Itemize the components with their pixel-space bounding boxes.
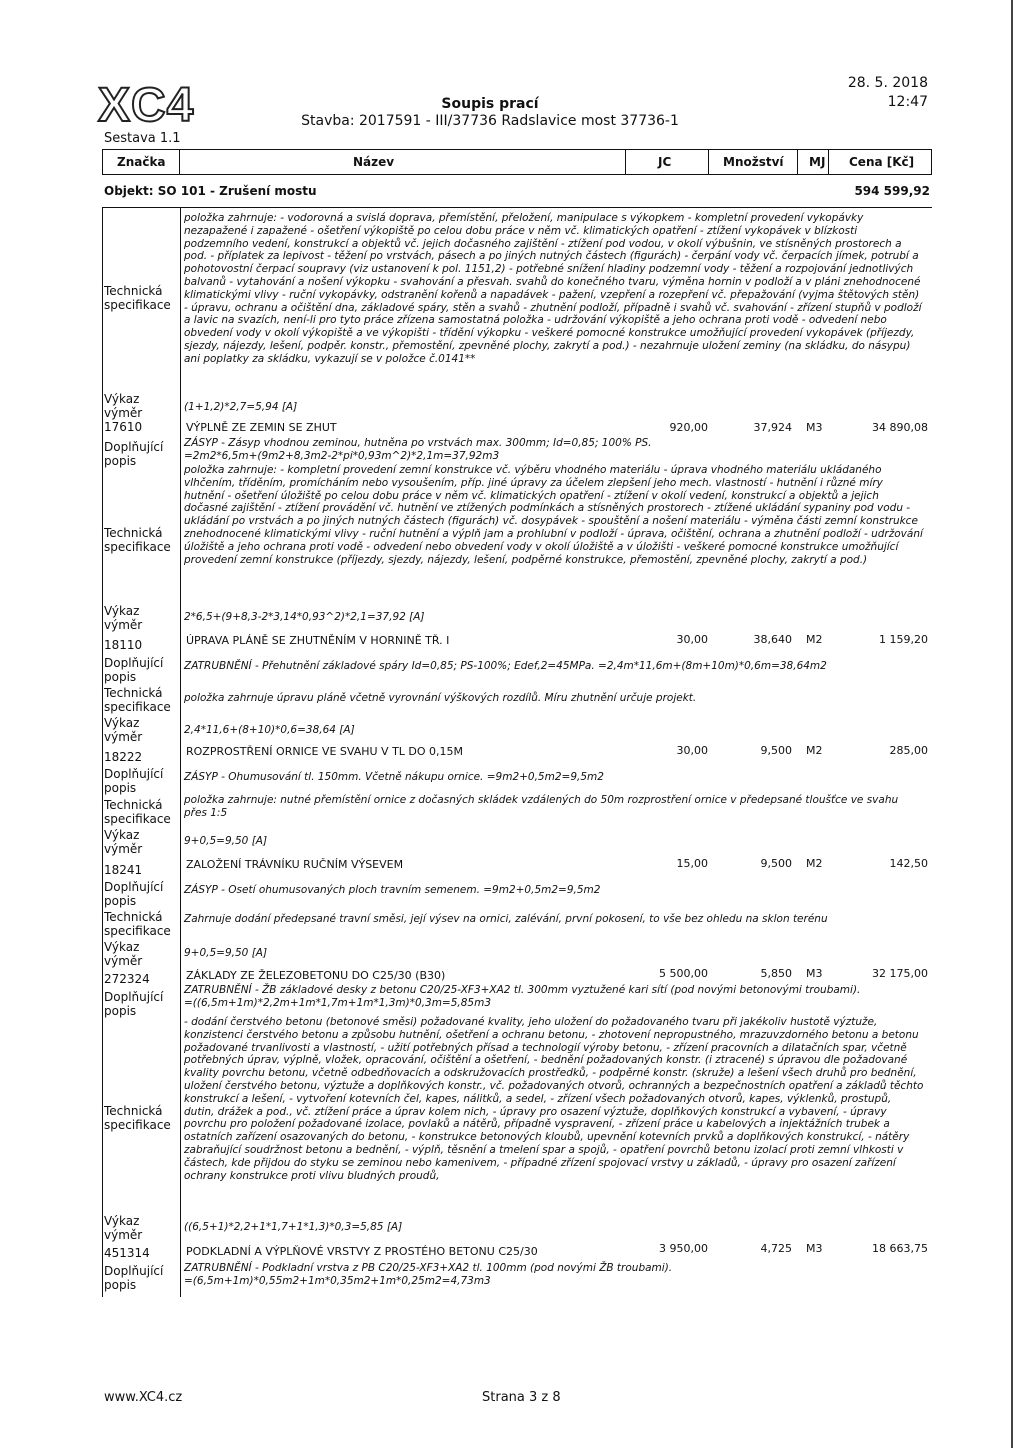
print-date: 28. 5. 2018 (847, 75, 928, 91)
tech-spec-label: Technická specifikace (104, 526, 171, 554)
item-quantity: 15,00 (676, 857, 708, 870)
footer-website: www.XC4.cz (104, 1390, 183, 1405)
item-total: 34 890,08 (872, 421, 928, 434)
vykaz-text: (1+1,2)*2,7=5,94 [A] (184, 401, 298, 413)
vykaz-text: 9+0,5=9,50 [A] (184, 947, 268, 959)
item-unit: M3 (806, 967, 823, 980)
item-code: 18110 (104, 638, 143, 652)
vykaz-text: 9+0,5=9,50 [A] (184, 835, 268, 847)
dopl-label: Doplňující popis (104, 767, 164, 795)
item-unit-price: 9,500 (760, 744, 792, 757)
item-code: 272324 (104, 972, 150, 986)
col-divider (625, 150, 626, 174)
item-quantity: 30,00 (676, 744, 708, 757)
xc4-logo: XC4 (98, 79, 195, 132)
label-column-border (180, 207, 181, 1297)
item-unit: M2 (806, 633, 823, 646)
print-time: 12:47 (887, 94, 928, 110)
vykaz-text: 2,4*11,6+(8+10)*0,6=38,64 [A] (184, 724, 355, 736)
vykaz-text: ((6,5+1)*2,2+1*1,7+1*1,3)*0,3=5,85 [A] (184, 1221, 403, 1233)
item-name: ZALOŽENÍ TRÁVNÍKU RUČNÍM VÝSEVEM (186, 858, 404, 871)
vykaz-label: Výkaz výměr (104, 828, 143, 856)
tech-spec-text: položka zahrnuje: - kompletní provedení zemní konstrukce vč. výběru vhodného materiálu - úprava vhodného materiálu ukládaného vlhčením, tříděním, promícháním nebo vysoušením, příp. jiné úpravy za účelem zlepšení jeho mech. vlastností - hutnění i různé míry hutnění - ošetření úložiště po celou dobu práce v něm vč. klimatických opatření - ztížení v okolí vedení, konstrukcí a objektů a jejich dočasné zajištění - ztížení provádění vč. hutnění ve ztížených podmínkách a stísněných prostorech - ztížené ukládání sypaniny pod vodu - ukládání po vrstvách a po jiných nutných částech (figurách) vč. dosypávek - spouštění a nošení materiálu - výměna části zemní konstrukce znehodnocené klimatickými vlivy - ruční hutnění a výplň jam a prohlubní v podloží - úprava, očištění, ochrana a zhutnění podloží - udržování úložiště a jeho ochrana proti vodě - odvedení nebo obvedení vody v okolí úložiště a v úložišti - veškeré pomocné konstrukce umožňující provedení zemní konstrukce (příjezdy, sjezdy, nájezdy, lešení, podpěrné konstrukce, přemostění, zpevněné plochy, zakrytí a pod.) (184, 464, 923, 566)
item-unit: M2 (806, 744, 823, 757)
col-divider (797, 150, 798, 174)
item-unit-price: 38,640 (753, 633, 792, 646)
tech-spec-text: položka zahrnuje: nutné přemístění ornice z dočasných skládek vzdálených do 50m rozprostření ornice v předepsané tloušťce ve svahu přes 1:5 (184, 794, 899, 819)
vykaz-label: Výkaz výměr (104, 716, 143, 744)
print-datetime (820, 74, 928, 112)
scan-edge-line (1011, 0, 1013, 1448)
item-unit-price: 5,850 (760, 967, 792, 980)
item-total: 1 159,20 (879, 633, 928, 646)
item-code: 18241 (104, 863, 143, 877)
item-name: VÝPLNĚ ZE ZEMIN SE ZHUT (186, 421, 337, 434)
object-label: Objekt: SO 101 - Zrušení mostu (104, 184, 317, 198)
col-header-mnozstvi: Množství (723, 155, 784, 169)
footer-page-number: Strana 3 z 8 (482, 1390, 561, 1405)
item-quantity: 920,00 (669, 421, 708, 434)
item-unit-price: 37,924 (753, 421, 792, 434)
item-unit-price: 4,725 (760, 1242, 792, 1255)
item-unit: M2 (806, 857, 823, 870)
dopl-text: ZÁSYP - Osetí ohumusovaných ploch travním semenem. =9m2+0,5m2=9,5m2 (184, 884, 601, 896)
left-border (102, 207, 103, 1297)
item-quantity: 30,00 (676, 633, 708, 646)
dopl-text: ZATRUBNĚNÍ - Přehutnění základové spáry Id=0,85; PS-100%; Edef,2=45MPa. =2,4m*11,6m+(8m+10m)*0,6m=38,64m2 (184, 660, 827, 672)
tech-spec-label: Technická specifikace (104, 798, 171, 826)
tech-spec-text: položka zahrnuje úpravu pláně včetně vyrovnání výškových rozdílů. Míru zhutnění určuje projekt. (184, 692, 697, 704)
dopl-label: Doplňující popis (104, 990, 164, 1018)
item-unit: M3 (806, 421, 823, 434)
item-unit-price: 9,500 (760, 857, 792, 870)
col-header-znacka: Značka (117, 155, 166, 169)
col-divider (708, 150, 709, 174)
document-subtitle: Stavba: 2017591 - III/37736 Radslavice most 37736-1 (301, 113, 679, 129)
object-total: 594 599,92 (854, 184, 930, 198)
item-name: PODKLADNÍ A VÝPLŇOVÉ VRSTVY Z PROSTÉHO BETONU C25/30 (186, 1245, 538, 1258)
tech-spec-text: - dodání čerstvého betonu (betonové směsi) požadované kvality, jeho uložení do požadovaného tvaru při jakékoliv hustotě výztuže, konzistenci čerstvého betonu a způsobu hutnění, ošetření a ochranu betonu, - zhotovení nepropustného, mrazuvzdorného betonu a betonu požadované trvanlivosti a vlastností, - užití potřebných přísad a technologií výroby betonu, - zřízení pracovních a dilatačních spar, včetně potřebných úprav, výplně, vložek, opracování, očištění a ošetření, - bednění požadovaných konstr. (i ztracené) s úpravou dle požadované kvality povrchu betonu, včetně odbedňovacích a odskružovacích prostředků, - podpěrné konstr. (skruže) a lešení všech druhů pro bednění, uložení čerstvého betonu, výztuže a doplňkových konstr., vč. požadovaných otvorů, ochranných a bezpečnostních opatření a základů těchto konstrukcí a lešení, - vytvoření kotevních čel, kapes, nálitků, a sedel, - zřízení všech požadovaných otvorů, kapes, výklenků, prostupů, dutin, drážek a pod., vč. ztížení práce a úprav kolem nich, - úpravy pro osazení výztuže, doplňkových konstrukcí a vybavení, - úpravy povrchu pro položení požadované izolace, povlaků a nátěrů, případně vyspravení, - zřízení práce u kabelových a injektážních trubek a ostatních zařízení osazovaných do betonu, - konstrukce betonových kloubů, upevnění kotevních prvků a doplňkových konstrukcí, - nátěry zabraňující soudržnost betonu a bednění, - výplň, těsnění a tmelení spar a spojů, - opatření povrchů betonu izolací proti zemní vlhkosti v částech, kde přijdou do styku se zeminou nebo kamenivem, - případné zřízení spojovací vrstvy u základů, - úpravy pro osazení zařízení ochrany konstrukce proti vlivu bludných proudů, (184, 1016, 924, 1182)
item-name: ZÁKLADY ZE ŽELEZOBETONU DO C25/30 (B30) (186, 969, 446, 982)
dopl-text: ZÁSYP - Ohumusování tl. 150mm. Včetně nákupu ornice. =9m2+0,5m2=9,5m2 (184, 771, 604, 783)
dopl-label: Doplňující popis (104, 440, 164, 468)
item-quantity: 5 500,00 (659, 967, 708, 980)
tech-spec-label: Technická specifikace (104, 686, 171, 714)
item-code: 17610 (104, 420, 143, 434)
item-unit: M3 (806, 1242, 823, 1255)
col-header-jc: JC (658, 155, 672, 169)
dopl-label: Doplňující popis (104, 880, 164, 908)
col-header-mj: MJ (809, 155, 826, 169)
dopl-text: ZATRUBNĚNÍ - ŽB základové desky z betonu C20/25-XF3+XA2 tl. 300mm vyztužené kari sítí (pod novými betonovými troubami). =((6,5m+1m)*2,2m+1m*1,7m+1m*1,3m)*0,3m=5,85m3 (184, 984, 861, 1009)
report-version: Sestava 1.1 (104, 131, 181, 146)
dopl-text: ZÁSYP - Zásyp vhodnou zeminou, hutněna po vrstvách max. 300mm; Id=0,85; 100% PS. =2m2*6,5m+(9m2+8,3m2-2*pi*0,93m^2)*2,1m=37,92m3 (184, 437, 652, 462)
vykaz-text: 2*6,5+(9+8,3-2*3,14*0,93^2)*2,1=37,92 [A] (184, 611, 425, 623)
item-total: 32 175,00 (872, 967, 928, 980)
item-total: 142,50 (889, 857, 928, 870)
tech-spec-label: Technická specifikace (104, 284, 171, 312)
col-divider (828, 150, 829, 174)
item-code: 18222 (104, 750, 143, 764)
item-total: 18 663,75 (872, 1242, 928, 1255)
dopl-label: Doplňující popis (104, 1264, 164, 1292)
item-total: 285,00 (889, 744, 928, 757)
col-divider (179, 150, 180, 174)
item-quantity: 3 950,00 (659, 1242, 708, 1255)
vykaz-label: Výkaz výměr (104, 392, 143, 420)
tech-spec-text: položka zahrnuje: - vodorovná a svislá doprava, přemístění, přeložení, manipulace s výkopkem - kompletní provedení vykopávky nezapažené i zapažené - ošetření výkopiště po celou dobu práce v něm vč. klimatických opatření - ztížení vykopávek v blízkosti podzemního vedení, konstrukcí a objektů vč. jejich dočasného zajištění - ztížení pod vodou, v okolí výbušnin, ve stísněných prostorech a pod. - příplatek za lepivost - těžení po vrstvách, pásech a po jiných nutných částech (figurách) - čerpání vody vč. čerpacích jímek, potrubí a pohotovostní čerpací soupravy (viz ustanovení k pol. 1151,2) - potřebné snížení hladiny podzemní vody - těžení a rozpojování jednotlivých balvanů - vytahování a nošení výkopku - svahování a přesvah. svahů do konečného tvaru, výměna hornin v podloží a v pláni znehodnocené klimatickými vlivy - ruční vykopávky, odstranění kořenů a napadávek - pažení, vzepření a rozepření vč. přepažování (vyjma štětových stěn) - úpravu, ochranu a očištění dna, základové spáry, stěn a svahů - zhutnění podloží, případně i svahů vč. svahování - zřízení stupňů v podloží a lavic na svazích, není-li pro tyto práce zřízena samostatná položka - udržování výkopiště a jeho ochrana proti vodě - odvedení nebo obvedení vody v okolí výkopiště a ve výkopišti - třídění výkopku - veškeré pomocné konstrukce umožňující provedení vykopávek (příjezdy, sjezdy, nájezdy, lešení, podpěr. konstr., přemostění, zpevněné plochy, zakrytí a pod.) - nezahrnuje uložení zeminy (na skládku, do násypu) ani poplatky za skládku, vykazují se v položce č.0141** (184, 212, 922, 365)
vykaz-label: Výkaz výměr (104, 1214, 143, 1242)
dopl-text: ZATRUBNĚNÍ - Podkladní vrstva z PB C20/25-XF3+XA2 tl. 100mm (pod novými ŽB troubami). =(6,5m+1m)*0,55m2+1m*0,35m2+1m*0,25m2=4,73m3 (184, 1262, 673, 1287)
tech-spec-label: Technická specifikace (104, 1104, 171, 1132)
object-divider (102, 207, 932, 208)
item-code: 451314 (104, 1246, 150, 1260)
tech-spec-text: Zahrnuje dodání předepsané travní směsi, její výsev na ornici, zalévání, první pokosení, to vše bez ohledu na sklon terénu (184, 913, 828, 925)
item-name: ÚPRAVA PLÁNĚ SE ZHUTNĚNÍM V HORNINĚ TŘ. I (186, 634, 450, 647)
col-header-nazev: Název (353, 155, 395, 169)
item-name: ROZPROSTŘENÍ ORNICE VE SVAHU V TL DO 0,15M (186, 745, 464, 758)
table-header (102, 149, 932, 175)
document-title: Soupis prací (441, 96, 539, 112)
tech-spec-label: Technická specifikace (104, 910, 171, 938)
vykaz-label: Výkaz výměr (104, 940, 143, 968)
vykaz-label: Výkaz výměr (104, 604, 143, 632)
dopl-label: Doplňující popis (104, 656, 164, 684)
col-header-cena: Cena [Kč] (849, 155, 915, 169)
